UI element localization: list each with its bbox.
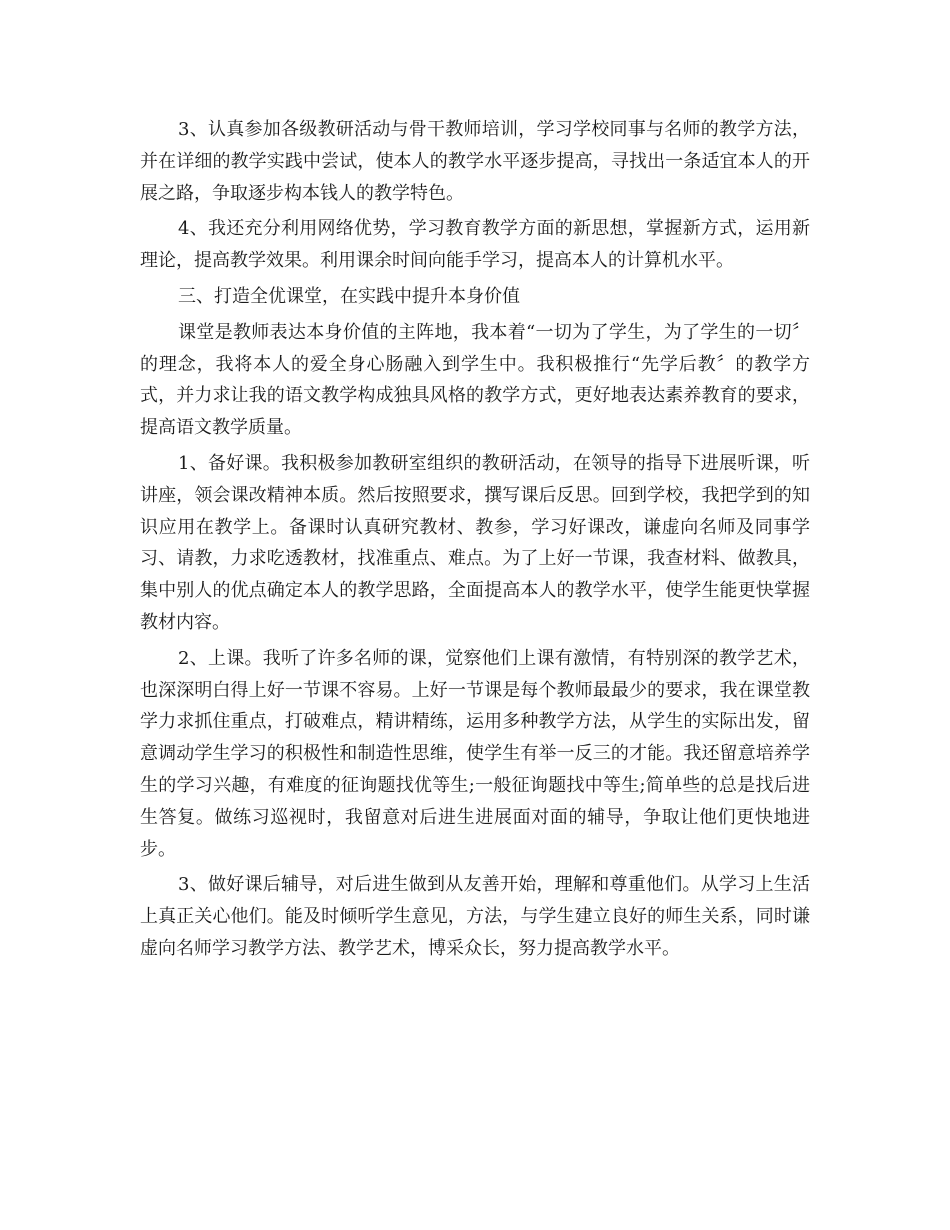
paragraph-classroom-value: 课堂是教师表达本身价值的主阵地，我本着“一切为了学生，为了学生的一切〞的理念，我将本人的爱全身心肠融入到学生中。我积极推行“先学后教〞的教学方式，并力求让我的语文教学构成独具风格的教学方式，更好地表达素养教育的要求，提高语文教学质量。 [140,321,810,439]
paragraph-teaching-research: 3、认真参加各级教研活动与骨干教师培训，学习学校同事与名师的教学方法，并在详细的教学实践中尝试，使本人的教学水平逐步提高，寻找出一条适宜本人的开展之路，争取逐步构本钱人的教学特色。 [140,119,810,204]
section-heading-classroom: 三、打造全优课堂，在实践中提升本身价值 [178,285,520,307]
paragraph-teaching-class: 2、上课。我听了许多名师的课，觉察他们上课有激情，有特别深的教学艺术，也深深明白得上好一节课不容易。上好一节课是每个教师最最少的要求，我在课堂教学力求抓住重点，打破难点，精讲精练，运用多种教学方法，从学生的实际出发，留意调动学生学习的积极性和制造性思维，使学生有举一反三的才能。我还留意培养学生的学习兴趣，有难度的征询题找优等生;一般征询题找中等生;简单些的总是找后进生答复。做练习巡视时，我留意对后进生进展面对面的辅导，争取让他们更快地进步。 [140,647,810,860]
paragraph-lesson-prep: 1、备好课。我积极参加教研室组织的教研活动，在领导的指导下进展听课，听讲座，领会课改精神本质。然后按照要求，撰写课后反思。回到学校，我把学到的知识应用在教学上。备课时认真研究教材、教参，学习好课改，谦虚向名师及同事学习、请教，力求吃透教材，找准重点、难点。为了上好一节课，我查材料、做教具，集中别人的优点确定本人的教学思路，全面提高本人的教学水平，使学生能更快掌握教材内容。 [140,452,810,633]
paragraph-after-class-tutoring: 3、做好课后辅导，对后进生做到从友善开始，理解和尊重他们。从学习上生活上真正关心他们。能及时倾听学生意见，方法，与学生建立良好的师生关系，同时谦虚向名师学习教学方法、教学艺术，博采众长，努力提高教学水平。 [140,874,810,959]
document-body [140,114,810,969]
paragraph-network-learning: 4、我还充分利用网络优势，学习教育教学方面的新思想，掌握新方式，运用新理论，提高教学效果。利用课余时间向能手学习，提高本人的计算机水平。 [140,218,810,272]
